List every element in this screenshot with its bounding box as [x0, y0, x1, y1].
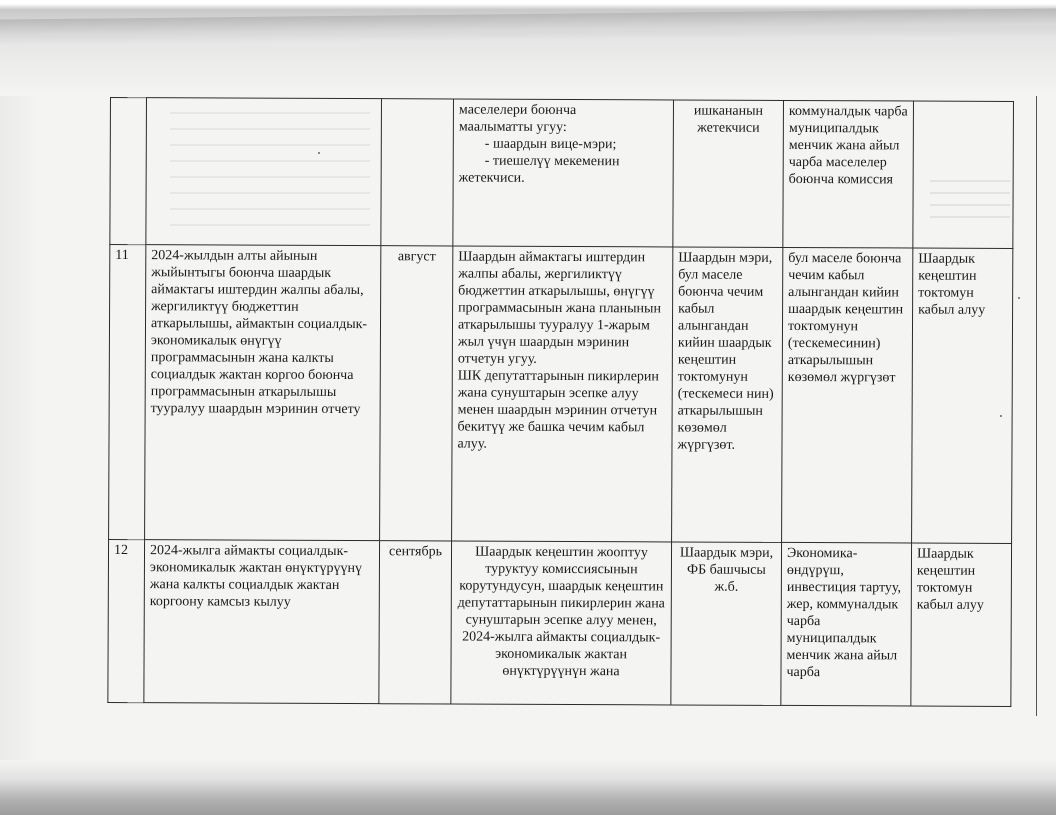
question-line: маалыматты угуу:: [458, 119, 567, 135]
cell-form: Шаардык кеңештин токтомун кабыл алуу: [911, 543, 1012, 706]
cell-question: [452, 246, 673, 542]
cell-date-empty: [381, 99, 454, 246]
cell-num-empty: [110, 98, 147, 245]
table-row-12: [108, 539, 1012, 706]
question-line: маселелери боюнча: [458, 102, 577, 119]
cell-num: 12: [108, 539, 145, 702]
cell-form-empty: [913, 101, 1014, 248]
question-paragraph: ШК депутаттарынын пикирлерин жана сунуштарын эсепке алуу менен шаардын мэринин отчетун бекитүү же башка чечим кабыл алуу.: [457, 368, 659, 452]
cell-responsible: ишкананын жетекчиси: [673, 100, 784, 247]
cell-commission: Экономика-өндүрүш, инвестиция тартуу, жер, коммуналдык чарба муниципалдык менчик жана айыл чарба: [781, 542, 912, 706]
table-right-edge-line: [1036, 96, 1056, 716]
question-line: жетекчиси.: [458, 170, 525, 186]
table-row-11: [109, 245, 1013, 544]
cell-question: [453, 99, 674, 247]
speck: [1018, 297, 1020, 299]
scan-left-shade: [0, 96, 40, 760]
cell-subject: 2024-жылга аймакты социалдык-экономикалык жактан өнүктүрүүнү жана калкты социалдык жактан коргоону камсыз кылуу: [144, 540, 380, 704]
cell-commission: бул маселе боюнча чечим кабыл алынгандан кийин шаардык кеңештин токтомунун (тескемесинин) аткарылышын көзөмөл жүргүзөт: [782, 247, 913, 543]
cell-num: 11: [109, 245, 146, 540]
table-row-continued: [110, 98, 1014, 249]
cell-commission: коммуналдык чарба муниципалдык менчик жана айыл чарба маселелер боюнча комиссия: [783, 100, 914, 248]
cell-form: Шаардык кеңештин токтомун кабыл алуу: [912, 248, 1013, 543]
question-list-item: - тиешелүү мекеменин: [484, 153, 620, 170]
plan-table: [107, 97, 1014, 707]
cell-subject-empty: [146, 98, 382, 246]
cell-subject: 2024-жылдын алты айынын жыйынтыгы боюнча шаардык аймактагы иштердин жалпы абалы, жергиликтүү бюджеттин аткарылышы, аймактын социалдык-экономикалык өнүгүү программасынын жана калкты социалдык жактан коргоо боюнча программасынын аткарылышы тууралуу шаардын мэринин отчету: [145, 245, 381, 541]
question-list-item: - шаардын вице-мэри;: [484, 136, 617, 153]
cell-date: сентябрь: [379, 541, 452, 704]
cell-responsible: Шаардын мэри, бул маселе боюнча чечим кабыл алынгандан кийин шаардык кеңештин токтомунун (тескемеси нин) аткарылышын көзөмөл жүргүзөт.: [672, 247, 783, 542]
cell-responsible: Шаардык мэри, ФБ башчысы ж.б.: [671, 542, 782, 705]
cell-date: август: [380, 246, 453, 541]
cell-question: Шаардык кеңештин жооптуу туруктуу комиссиясынын корутундусун, шаардык кеңештин депутаттарынын пикирлерин жана сунуштарын эсепке алуу менен, 2024-жылга аймакты социалдык-экономикалык жактан өнүктүрүүнүн жана: [451, 541, 672, 705]
scan-bottom-shadow: [0, 760, 1056, 815]
question-paragraph: Шаардын аймактагы иштердин жалпы абалы, жергиликтүү бюджеттин аткарылышы, өнүгүү программасынын жана планынын аткарылышы тууралуу 1-жарым жыл үчүн шаардын мэринин отчетун угуу.: [457, 249, 661, 367]
